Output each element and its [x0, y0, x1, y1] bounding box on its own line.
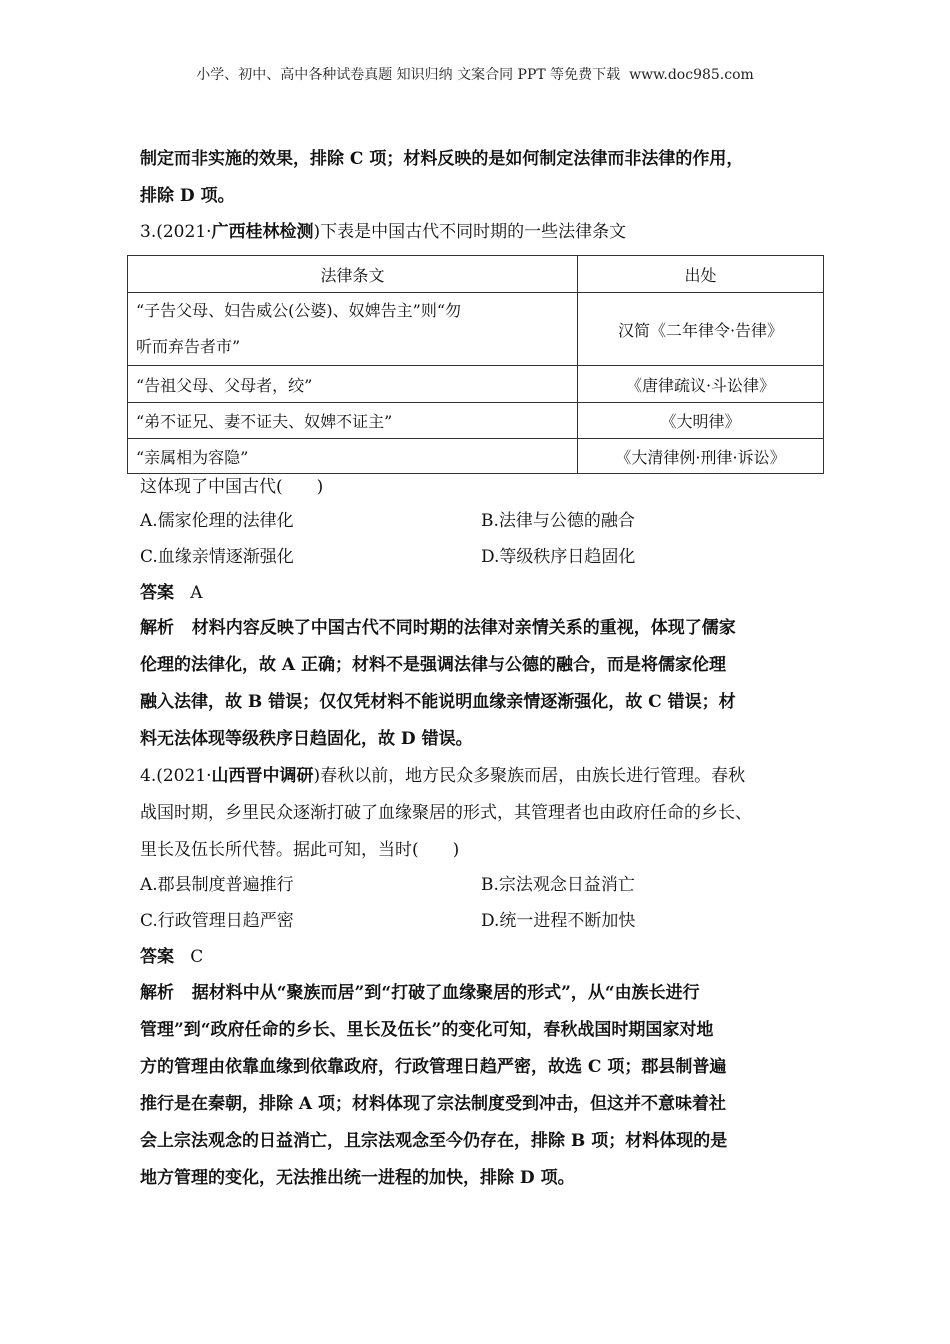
intro-line-2: 排除 D 项。 [140, 186, 235, 206]
q4-stem-line-2: 战国时期，乡里民众逐渐打破了血缘聚居的形式，其管理者也由政府任命的乡长、 [140, 803, 752, 823]
q3-stem-text: 下表是中国古代不同时期的一些法律条文 [320, 222, 627, 242]
q4-option-b: B.宗法观念日益消亡 [481, 875, 635, 895]
q4-analysis-line-1 [140, 983, 700, 1003]
table-cell-source: 汉简《二年律令·告律》 [578, 293, 824, 366]
table-cell-law [128, 293, 578, 366]
q4-number: 4. [140, 766, 157, 786]
table-cell-source: 《大清律例·刑律·诉讼》 [578, 439, 824, 474]
table-cell-source: 《大明律》 [578, 403, 824, 439]
q3-source-suffix: ) [313, 222, 321, 242]
q3-analysis-line-3: 融入法律，故 B 错误；仅仅凭材料不能说明血缘亲情逐渐强化，故 C 错误；材 [140, 692, 736, 712]
q4-analysis-label: 解析 [140, 983, 174, 1003]
q3-analysis-line-4: 料无法体现等级秩序日趋固化，故 D 错误。 [140, 729, 473, 749]
q4-analysis-line-6: 地方管理的变化，无法推出统一进程的加快，排除 D 项。 [140, 1168, 575, 1188]
q4-analysis-text-1: 据材料中从“聚族而居”到“打破了血缘聚居的形式”，从“由族长进行 [191, 983, 700, 1003]
q3-answer-value: A [190, 583, 203, 603]
table-row [128, 366, 824, 403]
table-cell-law: “亲属相为容隐” [128, 439, 578, 474]
q3-answer [140, 583, 203, 603]
q4-analysis-line-5: 会上宗法观念的日益消亡，且宗法观念至今仍存在，排除 B 项；材料体现的是 [140, 1131, 728, 1151]
q3-ask: 这体现了中国古代( ) [140, 477, 324, 497]
q3-answer-label: 答案 [140, 583, 174, 603]
table-header-row [128, 256, 824, 293]
q3-analysis-text-1: 材料内容反映了中国古代不同时期的法律对亲情关系的重视，体现了儒家 [191, 618, 736, 638]
q4-source-prefix: (2021· [156, 766, 212, 786]
table-header-law: 法律条文 [128, 256, 578, 293]
q4-option-a: A.郡县制度普遍推行 [140, 875, 294, 895]
table-cell-law-line2: 听而弃告者市” [136, 337, 241, 356]
table-row [128, 403, 824, 439]
q3-option-c: C.血缘亲情逐渐强化 [140, 547, 294, 567]
q4-analysis-line-3: 方的管理由依靠血缘到依靠政府，行政管理日趋严密，故选 C 项；郡县制普遍 [140, 1057, 727, 1077]
q4-stem-line-1 [140, 766, 745, 786]
q3-analysis-line-2: 伦理的法律化，故 A 正确；材料不是强调法律与公德的融合，而是将儒家伦理 [140, 655, 727, 675]
q3-number: 3. [140, 222, 157, 242]
q4-option-d: D.统一进程不断加快 [481, 911, 636, 931]
q3-source-prefix: (2021· [156, 222, 212, 242]
q3-option-a: A.儒家伦理的法律化 [140, 511, 294, 531]
q3-option-b: B.法律与公德的融合 [481, 511, 635, 531]
q4-analysis-line-2: 管理”到“政府任命的乡长、里长及伍长”的变化可知，春秋战国时期国家对地 [140, 1020, 714, 1040]
table-cell-law: “弟不证兄、妻不证夫、奴婢不证主” [128, 403, 578, 439]
q4-stem-line-3: 里长及伍长所代替。据此可知，当时( ) [140, 840, 460, 860]
table-cell-source: 《唐律疏议·斗讼律》 [578, 366, 824, 403]
q3-analysis-line-1 [140, 618, 736, 638]
q4-answer-label: 答案 [140, 947, 174, 967]
q4-answer [140, 947, 203, 967]
q3-option-d: D.等级秩序日趋固化 [481, 547, 636, 567]
header-text: 小学、初中、高中各种试卷真题 知识归纳 文案合同 PPT 等免费下载 [196, 67, 621, 83]
table-header-source: 出处 [578, 256, 824, 293]
q4-source-suffix: ) [313, 766, 321, 786]
q4-analysis-line-4: 推行是在秦朝，排除 A 项；材料体现了宗法制度受到冲击，但这并不意味着社 [140, 1094, 727, 1114]
q3-analysis-label: 解析 [140, 618, 174, 638]
q4-stem-text-1: 春秋以前，地方民众多聚族而居，由族长进行管理。春秋 [320, 766, 746, 786]
q4-option-c: C.行政管理日趋严密 [140, 911, 294, 931]
q4-source: 山西晋中调研 [211, 766, 314, 786]
intro-line-1: 制定而非实施的效果，排除 C 项；材料反映的是如何制定法律而非法律的作用， [140, 149, 744, 169]
table-row [128, 293, 824, 366]
page-header [0, 64, 950, 84]
q3-stem [140, 222, 626, 242]
header-url: www.doc985.com [629, 67, 754, 83]
table-cell-law: “告祖父母、父母者，绞” [128, 366, 578, 403]
q4-answer-value: C [190, 947, 204, 967]
table-row [128, 439, 824, 474]
law-table [127, 255, 824, 474]
table-cell-law-line1: “子告父母、妇告威公(公婆)、奴婢告主”则“勿 [136, 301, 462, 320]
q3-source: 广西桂林检测 [211, 222, 314, 242]
